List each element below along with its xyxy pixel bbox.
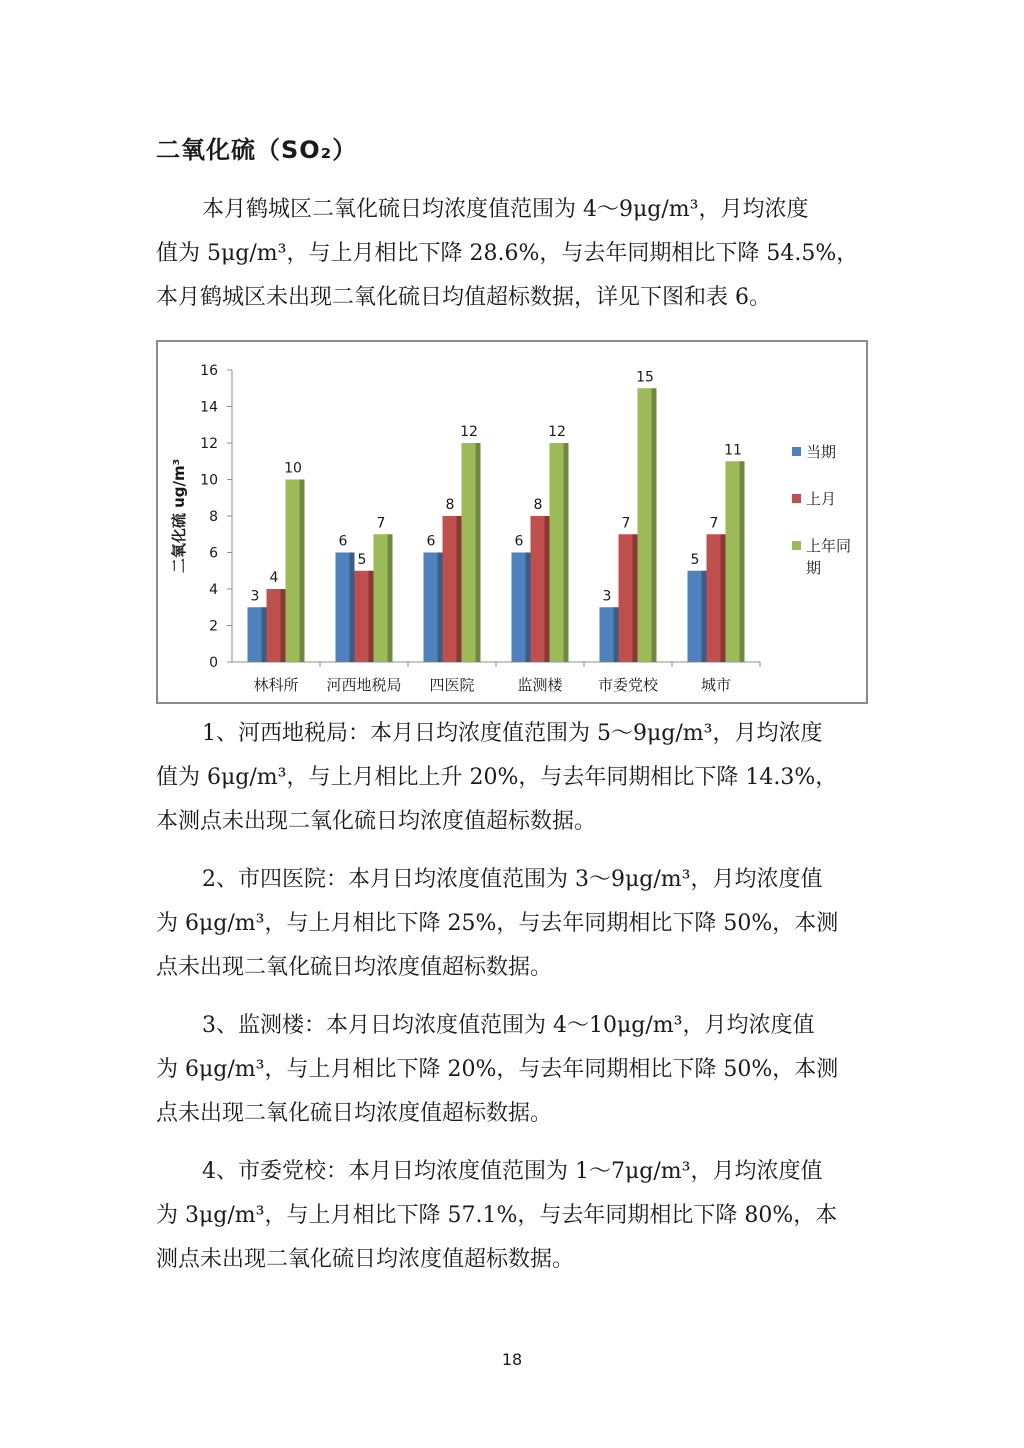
legend-swatch xyxy=(792,447,801,456)
bar xyxy=(707,534,721,662)
so2-bar-chart xyxy=(156,340,868,704)
item-line: 点未出现二氧化硫日均浓度值超标数据。 xyxy=(156,955,553,980)
bar xyxy=(267,589,281,662)
data-label: 4 xyxy=(269,570,279,586)
bar-side-shade xyxy=(457,516,462,662)
bar xyxy=(600,607,614,662)
x-tick-label: 林科所 xyxy=(253,676,299,694)
bar-side-shade xyxy=(438,553,443,663)
item-paragraph-3 xyxy=(156,1004,888,1136)
y-tick-label: 0 xyxy=(209,655,218,671)
bar-side-shade xyxy=(281,589,286,662)
bar xyxy=(424,553,438,663)
legend-swatch xyxy=(792,541,801,550)
y-tick-label: 16 xyxy=(200,363,218,379)
data-label: 6 xyxy=(426,533,436,550)
bar xyxy=(638,388,652,662)
chart-canvas xyxy=(158,342,866,702)
bar xyxy=(550,443,564,662)
y-tick-label: 8 xyxy=(209,509,218,525)
data-label: 6 xyxy=(514,533,524,550)
item-line: 1、河西地税局：本月日均浓度值范围为 5～9μg/m³，月均浓度 xyxy=(202,721,823,746)
bar xyxy=(355,571,369,662)
bar-side-shade xyxy=(545,516,550,662)
bar xyxy=(462,443,476,662)
bar-side-shade xyxy=(526,553,531,663)
data-label: 3 xyxy=(602,588,612,605)
intro-line: 值为 5μg/m³，与上月相比下降 28.6%，与去年同期相比下降 54.5%， xyxy=(156,241,859,266)
data-label: 12 xyxy=(460,424,478,440)
data-label: 6 xyxy=(338,533,348,550)
y-tick-label: 6 xyxy=(209,545,218,562)
bar-side-shade xyxy=(262,607,267,662)
data-label: 8 xyxy=(445,497,455,513)
item-line: 4、市委党校：本月日均浓度值范围为 1～7μg/m³，月均浓度值 xyxy=(202,1159,823,1184)
bar-side-shade xyxy=(721,534,726,662)
item-line: 为 3μg/m³，与上月相比下降 57.1%，与去年同期相比下降 80%，本 xyxy=(156,1203,838,1228)
item-line: 为 6μg/m³，与上月相比下降 20%，与去年同期相比下降 50%，本测 xyxy=(156,1057,839,1082)
bar xyxy=(443,516,457,662)
y-tick-label: 4 xyxy=(209,582,218,598)
data-label: 11 xyxy=(724,442,742,459)
data-label: 15 xyxy=(636,369,654,386)
legend-label-cont: 期 xyxy=(806,559,822,577)
data-label: 5 xyxy=(357,551,367,568)
section-heading: 二氧化硫（SO₂） xyxy=(156,136,358,164)
item-line: 2、市四医院：本月日均浓度值范围为 3～9μg/m³，月均浓度值 xyxy=(202,867,823,892)
legend-label: 当期 xyxy=(806,443,837,461)
x-tick-label: 四医院 xyxy=(429,676,475,694)
intro-line: 本月鹤城区未出现二氧化硫日均值超标数据，详见下图和表 6。 xyxy=(156,285,771,310)
bar xyxy=(726,461,740,662)
bar-side-shade xyxy=(633,534,638,662)
legend-label: 上年同 xyxy=(806,537,852,555)
y-tick-label: 14 xyxy=(200,399,218,416)
x-tick-label: 监测楼 xyxy=(517,676,563,694)
bar-side-shade xyxy=(350,553,355,663)
bar xyxy=(248,607,262,662)
page-number: 18 xyxy=(501,1350,523,1369)
item-line: 点未出现二氧化硫日均浓度值超标数据。 xyxy=(156,1101,553,1126)
bar-side-shade xyxy=(740,461,745,662)
y-tick-label: 2 xyxy=(209,618,218,635)
bar xyxy=(286,480,300,663)
data-label: 5 xyxy=(690,551,700,568)
bar-side-shade xyxy=(614,607,619,662)
bar xyxy=(688,571,702,662)
bar xyxy=(512,553,526,663)
legend-label: 上月 xyxy=(806,490,837,508)
y-axis-label: 二氧化硫 ug/m³ xyxy=(170,458,188,574)
x-tick-label: 市委党校 xyxy=(597,676,659,694)
data-label: 12 xyxy=(548,424,566,440)
y-tick-label: 12 xyxy=(200,436,218,452)
bar-side-shade xyxy=(652,388,657,662)
item-line: 值为 6μg/m³，与上月相比上升 20%，与去年同期相比下降 14.3%， xyxy=(156,765,838,790)
item-paragraph-2 xyxy=(156,858,888,990)
data-label: 10 xyxy=(284,460,302,477)
data-label: 7 xyxy=(709,515,719,532)
bar-side-shade xyxy=(476,443,481,662)
bar xyxy=(336,553,350,663)
item-paragraph-4 xyxy=(156,1150,888,1282)
bar-side-shade xyxy=(388,534,393,662)
item-line: 测点未出现二氧化硫日均浓度值超标数据。 xyxy=(156,1247,575,1272)
y-tick-label: 10 xyxy=(200,472,218,489)
x-tick-label: 河西地税局 xyxy=(326,676,402,694)
item-line: 本测点未出现二氧化硫日均浓度值超标数据。 xyxy=(156,809,597,834)
legend-swatch xyxy=(792,494,801,503)
bar-side-shade xyxy=(564,443,569,662)
intro-paragraph xyxy=(156,188,888,320)
bar-side-shade xyxy=(702,571,707,662)
item-paragraph-1 xyxy=(156,712,888,844)
data-label: 3 xyxy=(250,588,260,605)
item-line: 3、监测楼：本月日均浓度值范围为 4～10μg/m³，月均浓度值 xyxy=(202,1013,815,1038)
data-label: 8 xyxy=(533,497,543,513)
bar xyxy=(619,534,633,662)
x-tick-label: 城市 xyxy=(700,676,732,694)
item-line: 为 6μg/m³，与上月相比下降 25%，与去年同期相比下降 50%，本测 xyxy=(156,911,839,936)
bar-side-shade xyxy=(369,571,374,662)
data-label: 7 xyxy=(621,515,631,532)
bar xyxy=(374,534,388,662)
data-label: 7 xyxy=(376,515,386,532)
intro-line: 本月鹤城区二氧化硫日均浓度值范围为 4～9μg/m³，月均浓度 xyxy=(202,197,809,222)
bar-side-shade xyxy=(300,480,305,663)
bar xyxy=(531,516,545,662)
